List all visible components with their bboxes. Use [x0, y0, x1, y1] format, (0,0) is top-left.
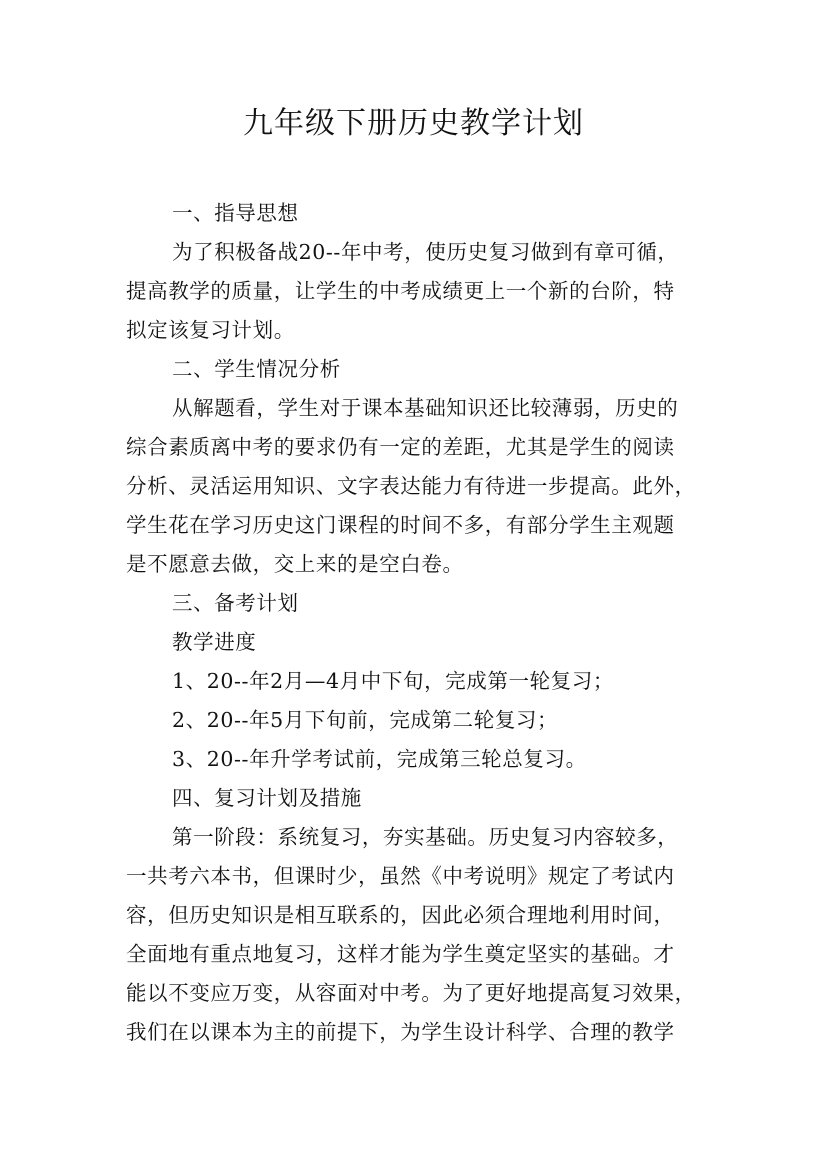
paragraph-line: 拟定该复习计划。 [126, 318, 295, 342]
paragraph-line: 从解题看，学生对于课本基础知识还比较薄弱，历史的 [172, 396, 679, 420]
paragraph-line: 1、20--年2月—4月中下旬，完成第一轮复习； [172, 669, 614, 693]
paragraph-line: 能以不变应万变，从容面对中考。为了更好地提高复习效果， [126, 981, 696, 1005]
paragraph-line: 是不愿意去做，交上来的是空白卷。 [126, 552, 464, 576]
paragraph-line: 四、复习计划及措施 [172, 786, 362, 810]
paragraph-line: 学生花在学习历史这门课程的时间不多，有部分学生主观题 [126, 513, 675, 537]
paragraph-line: 一、指导思想 [172, 201, 299, 225]
paragraph-line: 提高教学的质量，让学生的中考成绩更上一个新的台阶，特 [126, 279, 675, 303]
paragraph-line: 全面地有重点地复习，这样才能为学生奠定坚实的基础。才 [126, 942, 675, 966]
paragraph-line: 第一阶段：系统复习，夯实基础。历史复习内容较多， [172, 825, 679, 849]
paragraph-line: 一共考六本书，但课时少，虽然《中考说明》规定了考试内 [126, 864, 675, 888]
paragraph-line: 2、20--年5月下旬前，完成第二轮复习； [172, 708, 559, 732]
paragraph-line: 综合素质离中考的要求仍有一定的差距，尤其是学生的阅读 [126, 435, 675, 459]
paragraph-line: 二、学生情况分析 [172, 357, 341, 381]
paragraph-line: 3、20--年升学考试前，完成第三轮总复习。 [172, 747, 587, 771]
paragraph-line: 三、备考计划 [172, 591, 299, 615]
paragraph-line: 分析、灵活运用知识、文字表达能力有待进一步提高。此外， [126, 474, 696, 498]
document-title: 九年级下册历史教学计划 [243, 106, 584, 141]
paragraph-line: 为了积极备战20--年中考，使历史复习做到有章可循， [172, 240, 679, 264]
document-body [126, 194, 706, 1052]
paragraph-line: 教学进度 [172, 630, 257, 654]
paragraph-line: 我们在以课本为主的前提下，为学生设计科学、合理的教学 [126, 1020, 675, 1044]
paragraph-line: 容，但历史知识是相互联系的，因此必须合理地利用时间， [126, 903, 675, 927]
